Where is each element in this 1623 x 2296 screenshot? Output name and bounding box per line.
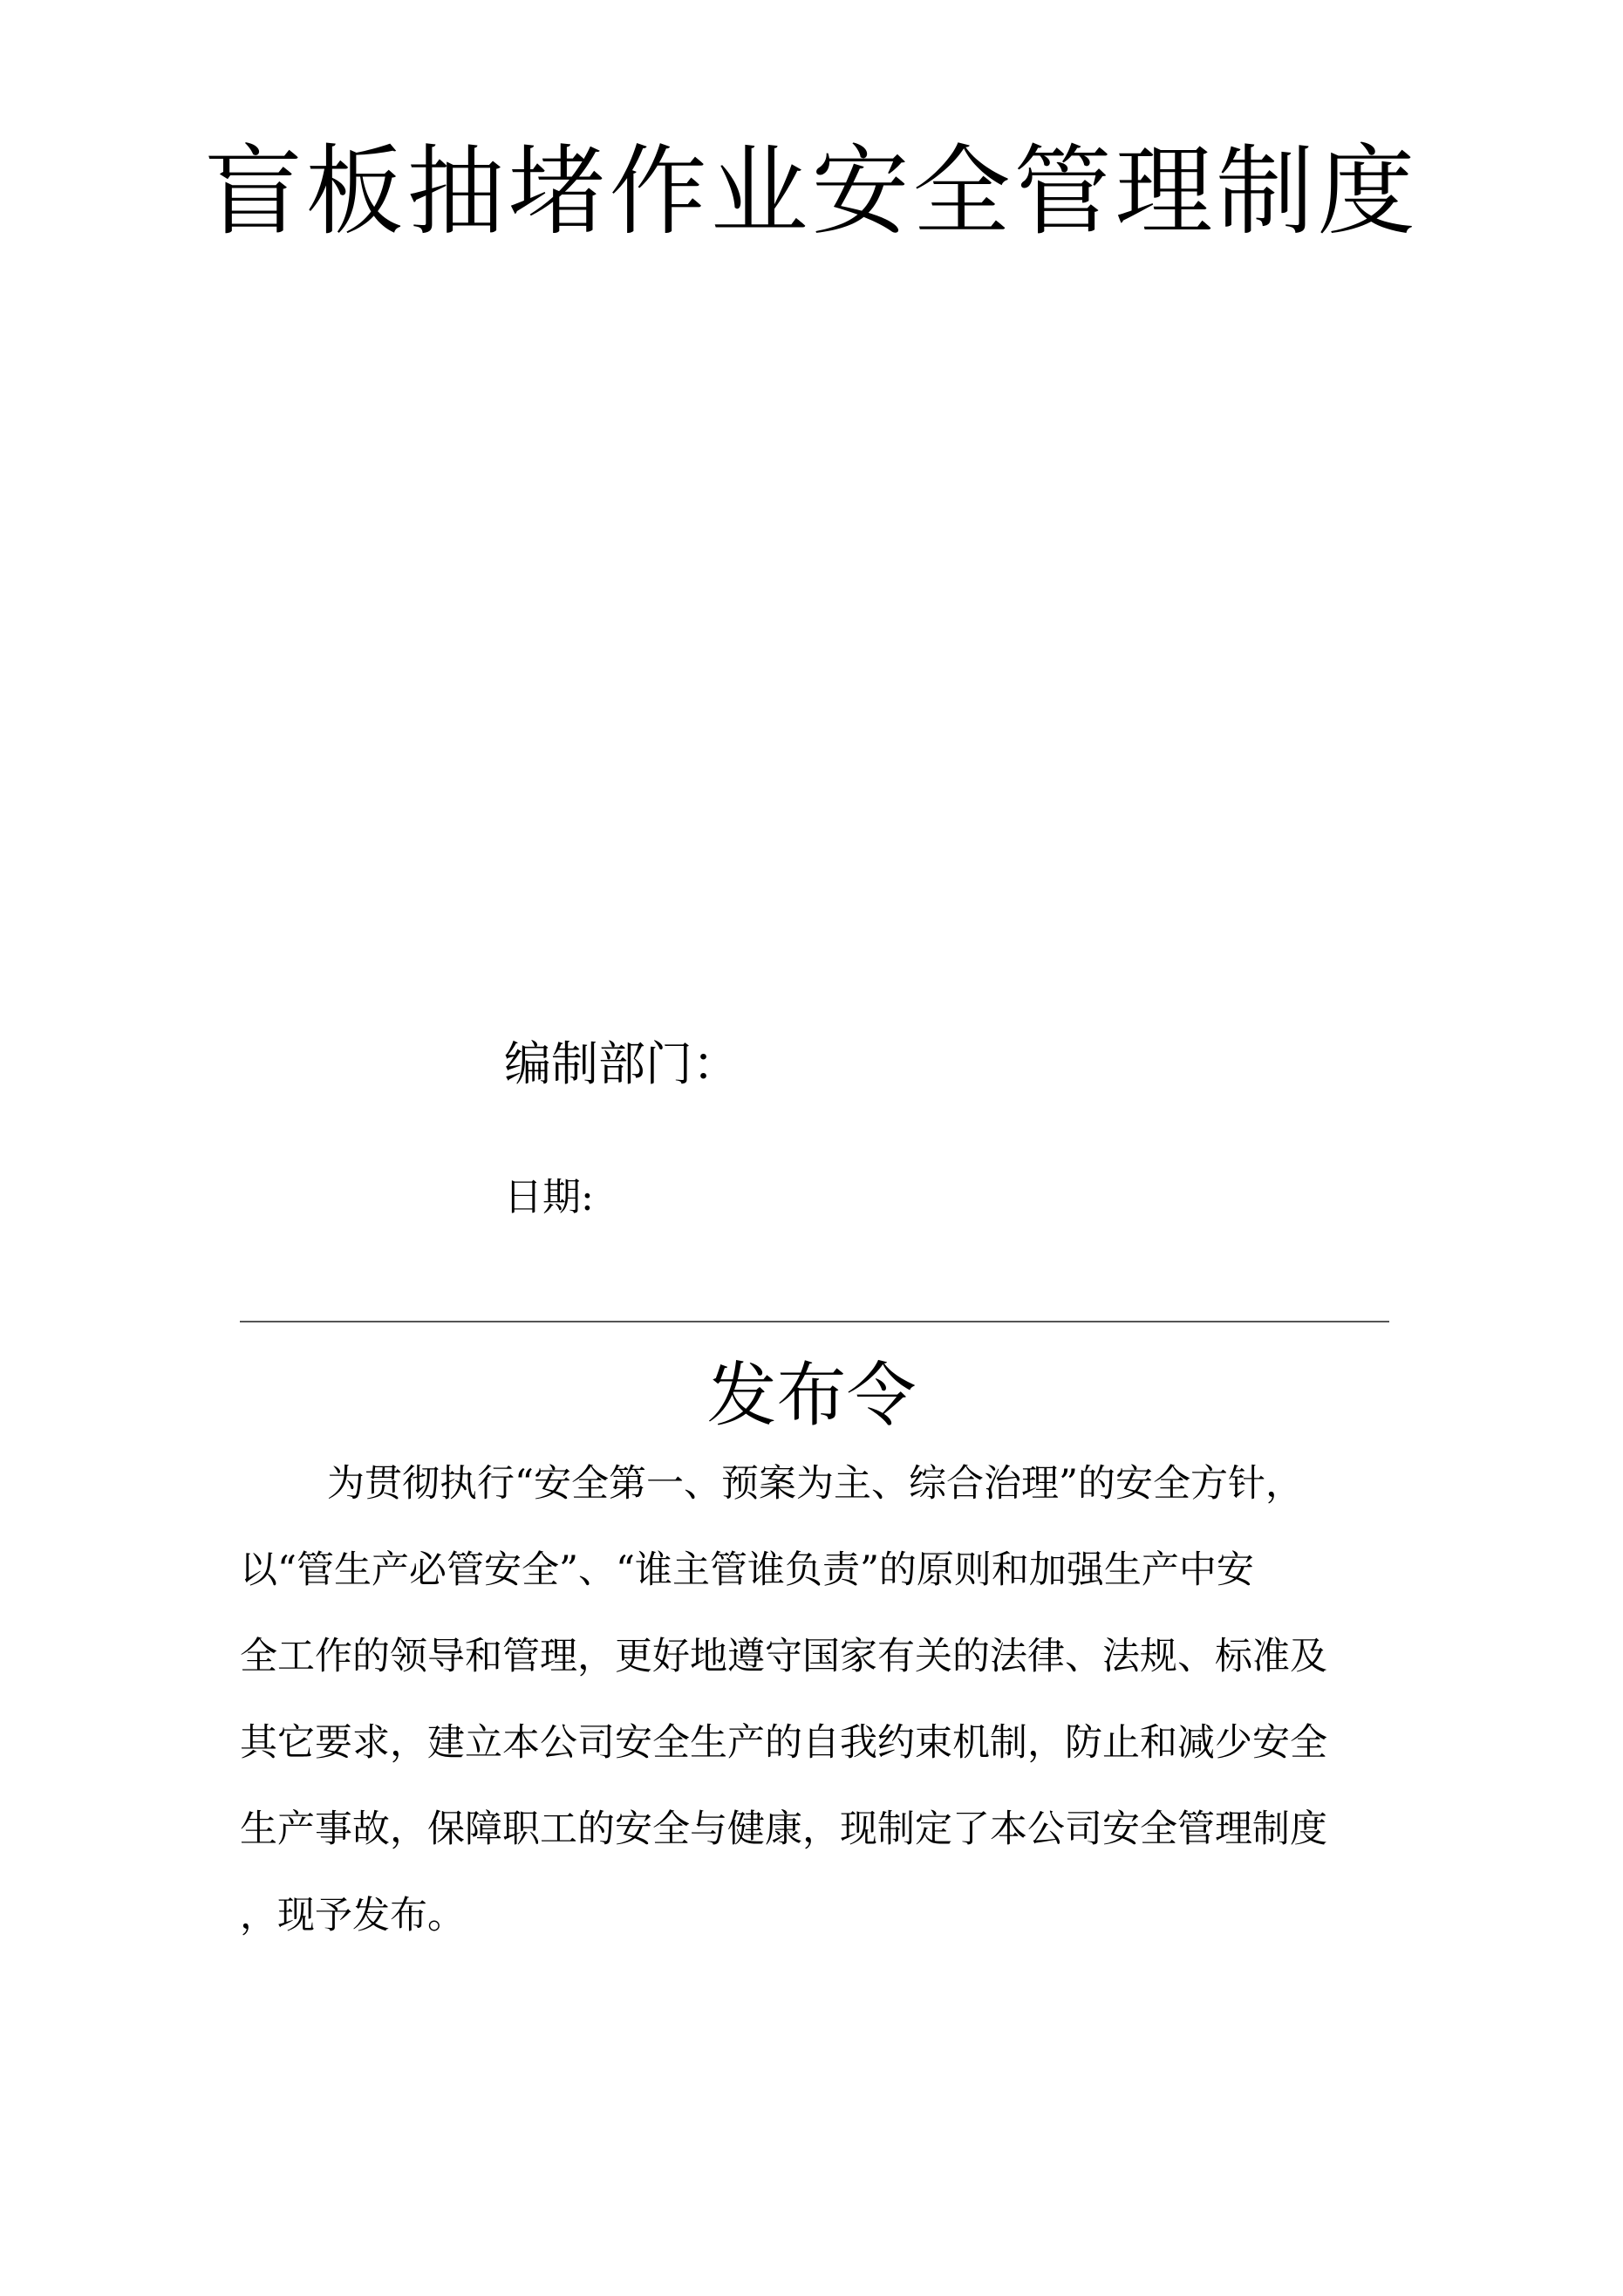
paragraph-line: 以“管生产必管安全”、“谁主管谁负责”的原则和加强生产中安 (240, 1548, 1254, 1592)
paragraph-line: 生产事故，保障职工的安全与健康，现制定了本公司安全管理制度 (240, 1807, 1327, 1851)
section-divider (240, 1321, 1389, 1322)
release-order-body (240, 1441, 1400, 1959)
paragraph-line: 其它要求，建立本公司安全生产的自我约束机制，防止和减少安全 (240, 1721, 1327, 1765)
paragraph-line: ，现予发布。 (240, 1894, 465, 1937)
compiling-department-label: 编制部门： (504, 1036, 740, 1091)
date-label: 日期: (504, 1175, 594, 1220)
release-order-heading: 发布令 (706, 1355, 917, 1436)
document-title: 盲板抽堵作业安全管理制度 (204, 135, 1419, 249)
paragraph-line: 为贯彻执行“安全第一、预案为主、综合治理”的安全方针， (327, 1462, 1303, 1506)
paragraph-line: 全工作的领导和管理，更好地遵守国家有关的法律、法规、标准及 (240, 1635, 1327, 1678)
